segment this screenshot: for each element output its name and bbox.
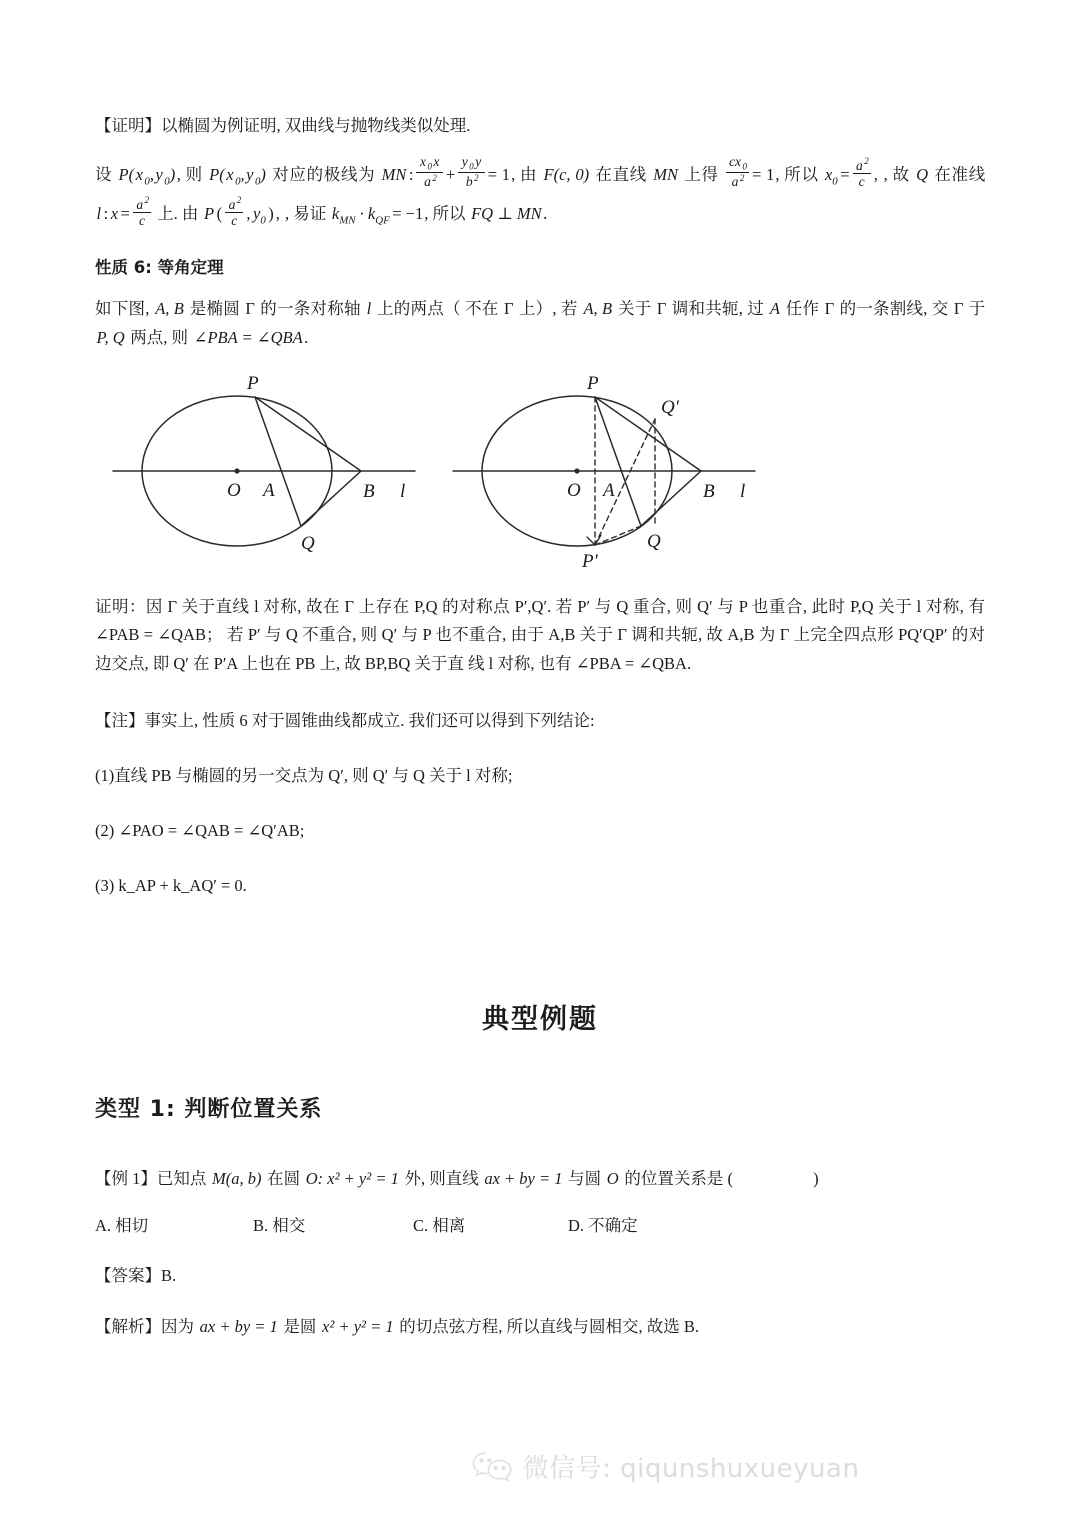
directrix-colon: : bbox=[103, 203, 109, 223]
proof-intro-text: 以椭圆为例证明, 双曲线与抛物线类似处理. bbox=[161, 116, 471, 135]
example-body-b: 在圆 bbox=[267, 1168, 301, 1188]
proof-2-label: 证明： bbox=[95, 596, 146, 616]
equals-4: = bbox=[120, 203, 130, 223]
plus-1: + bbox=[445, 165, 456, 184]
right-label-Q: Q bbox=[647, 530, 661, 552]
footer-inner bbox=[221, 1448, 860, 1485]
footer-watermark bbox=[0, 1448, 1080, 1489]
stmt-j: 于 bbox=[968, 298, 986, 318]
proof-text-h: , 故 bbox=[883, 165, 910, 184]
section-big-title: 典型例题 bbox=[482, 1003, 598, 1035]
proof-body-paragraph bbox=[95, 154, 985, 234]
perpendicular-statement: FQ ⊥ MN bbox=[471, 203, 542, 223]
stmt-d: 上的两点（ 不在 bbox=[377, 298, 499, 318]
option-d[interactable] bbox=[568, 1212, 638, 1236]
proof-2-paragraph bbox=[95, 593, 985, 680]
proof-text-e: 在直线 bbox=[595, 165, 647, 184]
frac-a2-c-2: $\frac{a ^2}{c}$ bbox=[131, 195, 153, 228]
example-body-a: 已知点 bbox=[156, 1168, 207, 1188]
proof-text-period: . bbox=[543, 203, 548, 223]
right-label-Pprime: P′ bbox=[582, 550, 598, 571]
left-label-B: B bbox=[363, 480, 375, 502]
example-line-eq: ax + by = 1 bbox=[484, 1168, 563, 1188]
right-label-P: P bbox=[587, 372, 599, 394]
conclusion-1-num: (1) bbox=[95, 766, 115, 785]
dash-pprime-q bbox=[595, 526, 641, 545]
figure-labels bbox=[227, 373, 745, 571]
frac-y0y-b2: $\frac{y _0 y}{b ^2}$ bbox=[456, 154, 486, 189]
left-label-l: l bbox=[400, 480, 406, 502]
equals-1: = 1 bbox=[487, 165, 511, 184]
option-a-label: 相切 bbox=[115, 1215, 149, 1235]
conclusion-1 bbox=[95, 762, 985, 791]
option-d-key: D. bbox=[568, 1215, 585, 1235]
comma-2: , bbox=[246, 203, 251, 223]
type-heading: 类型 1: 判断位置关系 bbox=[95, 1096, 323, 1122]
proof-text-k: , 易证 bbox=[285, 203, 327, 223]
right-label-O: O bbox=[567, 479, 581, 501]
figures-container bbox=[95, 371, 985, 571]
property-6-heading: 性质 6: 等角定理 bbox=[95, 257, 224, 277]
gamma-4: Γ bbox=[824, 298, 835, 318]
points-ab-2: A, B bbox=[583, 298, 613, 318]
left-center-dot bbox=[234, 468, 239, 473]
left-chord-pq bbox=[255, 397, 301, 526]
option-b-key: B. bbox=[253, 1215, 269, 1235]
right-label-Qprime: Q′ bbox=[661, 396, 679, 418]
stmt-f: 关于 bbox=[617, 298, 652, 318]
option-c-key: C. bbox=[413, 1215, 429, 1235]
answer-row bbox=[95, 1262, 985, 1286]
gamma-1: Γ bbox=[245, 298, 255, 318]
line-mn: MN bbox=[653, 165, 678, 184]
conclusion-1-text: 直线 PB 与椭圆的另一交点为 Q′, 则 Q′ 与 Q 关于 l 对称; bbox=[114, 766, 513, 785]
point-p-directrix: P bbox=[204, 203, 215, 223]
conclusion-2-num: (2) bbox=[95, 820, 115, 840]
stmt-b: 是椭圆 bbox=[189, 298, 240, 318]
equals-2: = 1 bbox=[751, 165, 775, 184]
page-content bbox=[95, 112, 985, 1342]
directrix-label: l bbox=[96, 203, 102, 223]
option-c[interactable] bbox=[413, 1212, 568, 1236]
directrix-x: x bbox=[110, 203, 119, 223]
stmt-a: 如下图, bbox=[95, 298, 150, 318]
point-p0-first: P(x $_0$,y $_0$) bbox=[118, 165, 176, 188]
option-a[interactable] bbox=[95, 1212, 253, 1236]
stmt-g: 调和共轭, 过 bbox=[671, 298, 764, 318]
stmt-end: . bbox=[304, 327, 309, 347]
gamma-5: Γ bbox=[953, 298, 964, 318]
right-label-A: A bbox=[603, 479, 615, 501]
analysis-part-a: 因为 bbox=[161, 1316, 194, 1336]
point-q: Q bbox=[916, 165, 929, 184]
proof-text-d: , 由 bbox=[511, 165, 538, 184]
comma-1: , bbox=[873, 165, 878, 184]
example-options bbox=[95, 1212, 985, 1236]
example-circle-o: O bbox=[606, 1168, 619, 1188]
conclusion-2-text: ∠PAO = ∠QAB = ∠Q′AB; bbox=[118, 820, 305, 840]
answer-label: 【答案】 bbox=[95, 1265, 161, 1285]
left-label-Q: Q bbox=[301, 532, 315, 554]
point-a-1: A bbox=[769, 298, 780, 318]
frac-x0x-a2: $\frac{x _0 x}{a ^2}$ bbox=[414, 154, 444, 189]
proof-intro-label: 【证明】 bbox=[95, 116, 161, 135]
polar-line-label: MN bbox=[381, 165, 407, 184]
proof-text-f: 上得 bbox=[684, 165, 719, 184]
analysis-choice: B. bbox=[683, 1316, 699, 1336]
option-b-label: 相交 bbox=[272, 1215, 306, 1235]
frac-a2-c-3: $\frac{a ^2}{c}$ bbox=[223, 195, 245, 228]
conclusion-3-text: k_AP + k_AQ′ = 0. bbox=[118, 875, 247, 895]
conclusion-3 bbox=[95, 872, 985, 901]
conclusion-3-num: (3) bbox=[95, 875, 115, 895]
example-body-d: 与圆 bbox=[568, 1168, 602, 1188]
conclusion-2 bbox=[95, 817, 985, 846]
right-label-l: l bbox=[740, 480, 746, 502]
x0-var: $x_0$ bbox=[824, 165, 838, 188]
paren-open: ( bbox=[216, 203, 223, 223]
right-figure bbox=[453, 396, 755, 546]
example-label: 【例 1】 bbox=[95, 1168, 157, 1188]
angle-equality: ∠PBA = ∠QBA bbox=[193, 327, 303, 347]
frac-cx0-a2: $\frac{cx _0}{a ^2}$ bbox=[724, 154, 751, 189]
paren-close: ) bbox=[268, 203, 274, 223]
left-label-P: P bbox=[247, 372, 259, 394]
left-figure bbox=[113, 396, 415, 546]
proof-text-c: 对应的极线为 bbox=[272, 165, 376, 184]
analysis-eq1: ax + by = 1 bbox=[199, 1316, 278, 1336]
example-circle-eq: O: x² + y² = 1 bbox=[305, 1168, 399, 1188]
focus-point: F(c, 0) bbox=[543, 165, 590, 184]
analysis-row bbox=[95, 1312, 985, 1342]
answer-value: B. bbox=[161, 1265, 177, 1285]
polar-colon: : bbox=[408, 165, 414, 184]
property-6-statement bbox=[95, 295, 985, 353]
option-c-label: 相离 bbox=[432, 1215, 466, 1235]
points-ab: A, B bbox=[155, 298, 184, 318]
option-d-label: 不确定 bbox=[588, 1215, 638, 1235]
point-p0-second: P(x $_0$,y $_0$) bbox=[209, 165, 266, 188]
right-segment-pb bbox=[595, 397, 701, 471]
stmt-h: 任作 bbox=[785, 298, 820, 318]
left-label-O: O bbox=[227, 479, 241, 501]
example-point-m: M(a, b) bbox=[212, 1168, 262, 1188]
equals-neg1: = −1 bbox=[392, 203, 424, 223]
left-label-A: A bbox=[263, 479, 275, 501]
proof-text-g: , 所以 bbox=[775, 165, 819, 184]
proof-text-l: , 所以 bbox=[424, 203, 466, 223]
frac-a2-c-1: $\frac{a ^2}{c}$ bbox=[851, 156, 873, 189]
analysis-label: 【解析】 bbox=[95, 1316, 161, 1336]
equals-3: = bbox=[840, 165, 850, 184]
proof-text-a: 设 bbox=[95, 165, 113, 184]
note-label: 【注】 bbox=[95, 711, 145, 731]
option-a-key: A. bbox=[95, 1215, 112, 1235]
left-segment-pb bbox=[255, 397, 361, 471]
right-label-B: B bbox=[703, 480, 715, 502]
geometry-figures-svg bbox=[95, 371, 985, 571]
axis-l-1: l bbox=[366, 298, 372, 318]
analysis-part-c: 的切点弦方程, 所以直线与圆相交, 故选 bbox=[399, 1316, 680, 1336]
analysis-eq2: x² + y² = 1 bbox=[322, 1316, 394, 1336]
y0-var: $y_0$ bbox=[252, 203, 266, 227]
example-body-e: 的位置关系是 ( bbox=[624, 1168, 733, 1188]
points-pq: P, Q bbox=[96, 327, 125, 347]
analysis-part-b: 是圆 bbox=[283, 1316, 317, 1336]
proof-text-j: 上. 由 bbox=[157, 203, 199, 223]
example-statement bbox=[95, 1163, 985, 1194]
footer-text: 微信号: qiqunshuxueyuan bbox=[522, 1454, 860, 1484]
proof-text-i: 在准线 bbox=[934, 165, 986, 184]
gamma-2: Γ bbox=[503, 298, 514, 318]
proof-text-b: , 则 bbox=[176, 165, 203, 184]
stmt-c: 的一条对称轴 bbox=[260, 298, 361, 318]
gamma-3: Γ bbox=[656, 298, 667, 318]
proof-intro-paragraph bbox=[95, 112, 985, 141]
example-body-f: ) bbox=[813, 1168, 819, 1188]
example-body-c: 外, 则直线 bbox=[404, 1168, 479, 1188]
note-text: 事实上, 性质 6 对于圆锥曲线都成立. 我们还可以得到下列结论: bbox=[144, 711, 595, 731]
note-paragraph bbox=[95, 707, 985, 736]
stmt-i: 的一条割线, 交 bbox=[839, 298, 949, 318]
stmt-e: 上）, 若 bbox=[518, 298, 578, 318]
proof-2-text: 因 Γ 关于直线 l 对称, 故在 Γ 上存在 P,Q 的对称点 P′,Q′. 若 P′ 与 Q 重合, 则 Q′ 与 P 也重合, 此时 P,Q 关于 l 对称, 有 ∠PAB = ∠QAB； 若 P′ 与 Q 不重合, 则 Q′ 与 P 也不重合, 由于 A,B 关于 Γ 调和共轭, 故 A,B 为 Γ 上完全四点形 PQ′QP′ 的对边交点, 即 Q′ 在 P′A 上也在 PB 上, 故 BP,BQ 关于直 线 l 对称, 也有 ∠PBA = ∠QBA. bbox=[95, 596, 985, 674]
option-b[interactable] bbox=[253, 1212, 413, 1236]
right-center-dot bbox=[574, 468, 579, 473]
slope-product: $k_{MN} \cdot k_{QF}$ bbox=[331, 203, 390, 227]
wechat-icon bbox=[471, 1450, 513, 1484]
comma-3: , bbox=[275, 203, 280, 223]
stmt-k: 两点, 则 bbox=[130, 327, 188, 347]
